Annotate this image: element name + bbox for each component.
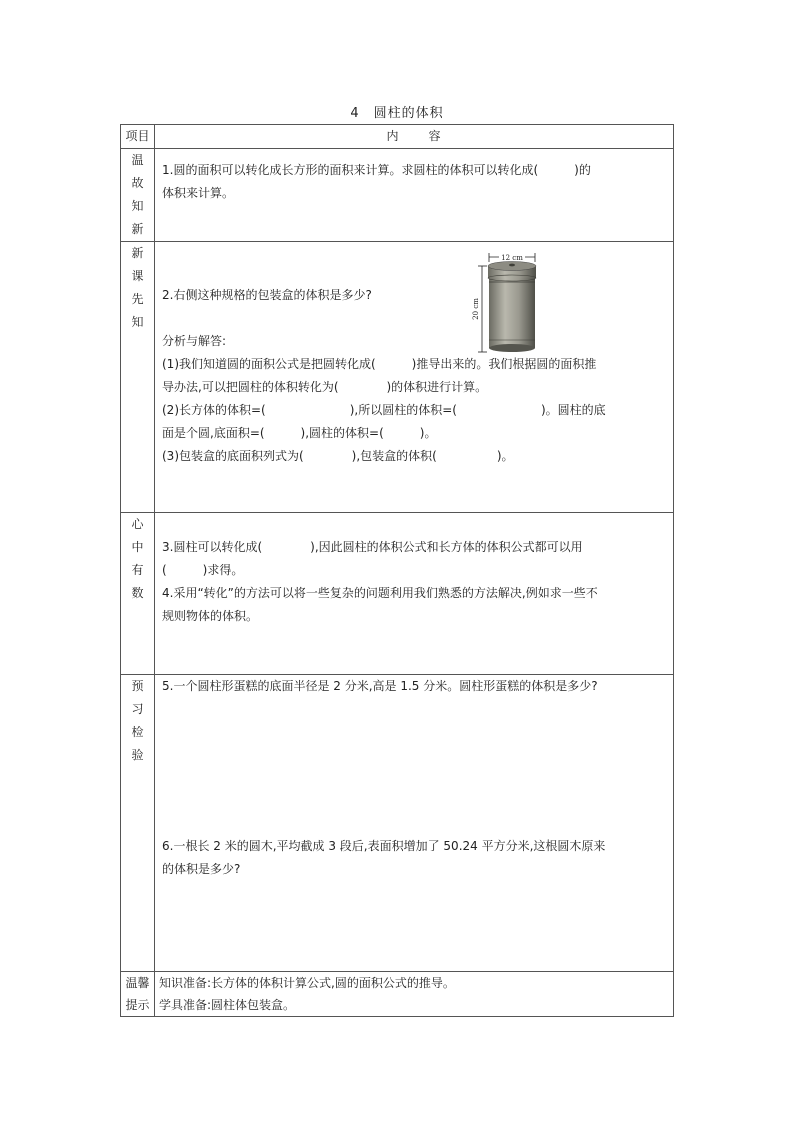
header-item-label: 项目 [121, 125, 155, 149]
header-content-label: 内 容 [155, 125, 674, 149]
summary-line-4: 规则物体的体积。 [162, 609, 259, 623]
analysis-heading: 分析与解答: [162, 334, 227, 348]
label-char: 提示 [125, 998, 150, 1012]
question-2: 2.右侧这种规格的包装盒的体积是多少? [162, 288, 372, 302]
row-content-warmup [155, 149, 674, 242]
table-row-summary [121, 513, 674, 675]
table-row-newlesson [121, 242, 674, 513]
question-5: 5.一个圆柱形蛋糕的底面半径是 2 分米,高是 1.5 分米。圆柱形蛋糕的体积是多少? [162, 679, 598, 693]
label-char: 检 [131, 725, 144, 739]
analysis-line-3: (2)长方体的体积=( ),所以圆柱的体积=( )。圆柱的底 [162, 403, 606, 417]
label-char: 有 [131, 563, 144, 577]
analysis-line-4: 面是个圆,底面积=( ),圆柱的体积=( )。 [162, 426, 437, 440]
summary-line-3: 4.采用“转化”的方法可以将一些复杂的问题利用我们熟悉的方法解决,例如求一些不 [162, 586, 598, 600]
row-content-summary [155, 513, 674, 675]
height-dimension-label: 20 cm [472, 298, 480, 320]
label-char: 知 [131, 199, 144, 213]
label-char: 课 [131, 269, 144, 283]
label-char: 习 [131, 702, 144, 716]
analysis-line-1: (1)我们知道圆的面积公式是把圆转化成( )推导出来的。我们根据圆的面积推 [162, 357, 597, 371]
table-row-warmup [121, 149, 674, 242]
worksheet-table [120, 124, 674, 1017]
label-char: 预 [131, 679, 144, 693]
table-row-tips [121, 972, 674, 1017]
row-label-newlesson [121, 242, 155, 513]
analysis-line-5: (3)包装盒的底面积列式为( ),包装盒的体积( )。 [162, 449, 514, 463]
question-6-line-1: 6.一根长 2 米的圆木,平均截成 3 段后,表面积增加了 50.24 平方分米,这根圆木原来 [162, 839, 606, 853]
tips-line-1: 知识准备:长方体的体积计算公式,圆的面积公式的推导。 [159, 976, 455, 990]
summary-line-2: ( )求得。 [162, 563, 244, 577]
analysis-line-2: 导办法,可以把圆柱的体积转化为( )的体积进行计算。 [162, 380, 488, 394]
label-char: 数 [131, 586, 144, 600]
label-char: 知 [131, 315, 144, 329]
row-label-warmup [121, 149, 155, 242]
question-1-line-1: 1.圆的面积可以转化成长方形的面积来计算。求圆柱的体积可以转化成( )的 [162, 163, 591, 177]
row-content-check [155, 675, 674, 972]
question-6-line-2: 的体积是多少? [162, 862, 241, 876]
page-title: 4 圆柱的体积 [350, 106, 444, 121]
width-dimension-label: 12 cm [501, 254, 523, 262]
table-row-check [121, 675, 674, 972]
row-content-tips [155, 972, 674, 1017]
row-label-tips [121, 972, 155, 1017]
label-char: 新 [131, 246, 144, 260]
question-1-line-2: 体积来计算。 [162, 186, 235, 200]
table-header-row [121, 125, 674, 149]
label-char: 故 [131, 176, 144, 190]
label-char: 心 [131, 517, 144, 531]
row-content-newlesson [155, 242, 674, 513]
label-char: 温 [131, 153, 144, 167]
tips-line-2: 学具准备:圆柱体包装盒。 [159, 998, 296, 1012]
row-label-summary [121, 513, 155, 675]
label-char: 验 [131, 748, 144, 762]
cylinder-box-figure [473, 252, 545, 354]
label-char: 新 [131, 222, 144, 236]
label-char: 先 [131, 292, 144, 306]
summary-line-1: 3.圆柱可以转化成( ),因此圆柱的体积公式和长方体的体积公式都可以用 [162, 540, 583, 554]
label-char: 温馨 [125, 976, 150, 990]
row-label-check [121, 675, 155, 972]
label-char: 中 [131, 540, 144, 554]
